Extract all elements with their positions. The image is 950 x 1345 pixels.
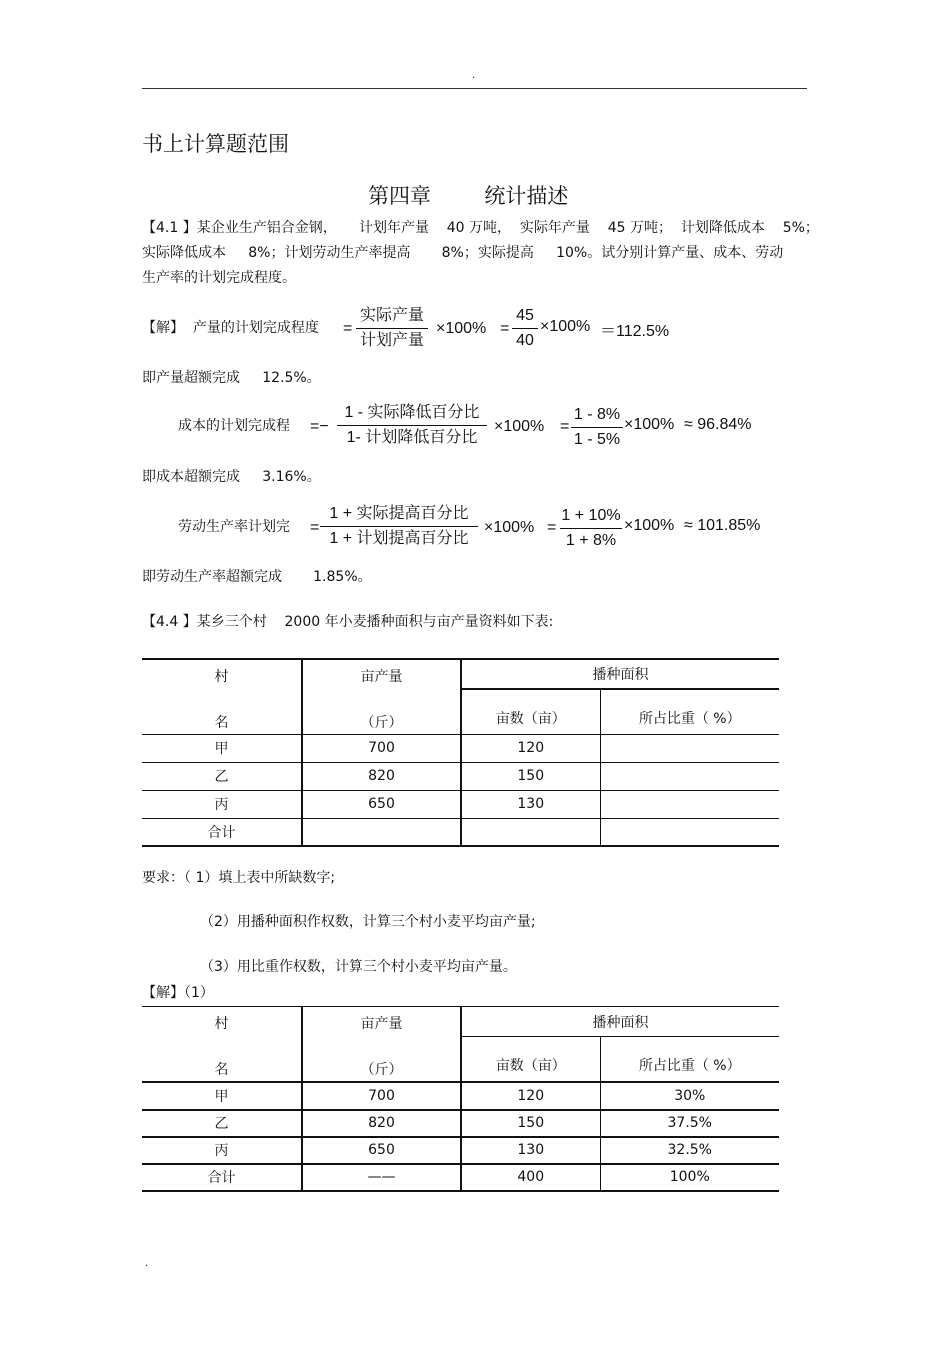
cell-area: 120 [461, 1082, 600, 1110]
sol1-times1: ×100% [436, 320, 487, 337]
header-yield [302, 1007, 461, 1082]
q41-line2: 实际降低成本 8%；计划劳动生产率提高 8%；实际提高 10%。试分别计算产量、成本、劳动 [142, 245, 784, 261]
req-3: （3）用比重作权数，计算三个村小麦平均亩产量。 [200, 959, 517, 975]
cell-area [461, 818, 600, 846]
header-dot: . [472, 70, 476, 81]
cell-share: 30% [600, 1082, 779, 1110]
req-2: （2）用播种面积作权数，计算三个村小麦平均亩产量; [200, 914, 536, 930]
fraction-bar [320, 526, 478, 527]
table-row-total [142, 818, 779, 846]
cell-yield: 700 [302, 1082, 461, 1110]
sol1-frac2 [512, 305, 538, 352]
cell-name: 乙 [142, 762, 302, 790]
header-yield-top: 亩产量 [360, 1016, 403, 1032]
cell-area: 120 [461, 734, 600, 762]
cell-share: 100% [600, 1164, 779, 1191]
cell-yield: 820 [302, 762, 461, 790]
doc-title: 书上计算题范围 [142, 132, 289, 156]
sol3-eq1: = [310, 519, 320, 536]
cell-area: 150 [461, 762, 600, 790]
cell-name: 甲 [142, 734, 302, 762]
sol1-num1: 实际产量 [359, 307, 424, 324]
header-yield-unit: （斤） [360, 1062, 403, 1078]
sol3-result: ≈ 101.85% [684, 517, 761, 534]
sol3-frac2 [560, 505, 622, 552]
header-area: 播种面积 [461, 659, 779, 689]
header-area: 播种面积 [461, 1007, 779, 1037]
data-table-1 [142, 658, 779, 847]
cell-yield [302, 818, 461, 846]
line-output: 即产量超额完成 12.5%。 [142, 370, 321, 386]
header-yield [302, 659, 461, 734]
fraction-bar [512, 328, 538, 329]
cell-yield: 820 [302, 1110, 461, 1137]
cell-yield: —— [302, 1164, 461, 1191]
sol3-num1: 1 + 实际提高百分比 [329, 505, 469, 522]
sol1-result: ＝112.5% [600, 323, 670, 340]
cell-name: 合计 [142, 818, 302, 846]
table-row [142, 734, 779, 762]
header-yield-top: 亩产量 [360, 669, 403, 685]
fraction-bar [337, 425, 487, 426]
table-row [142, 790, 779, 818]
sol2-result: ≈ 96.84% [684, 416, 752, 433]
q41-line1: 【4.1 】某企业生产铝合金钢， 计划年产量 40 万吨， 实际年产量 45 万吨； 计划降低成本 5%； [142, 220, 819, 236]
q44-title: 【4.4 】某乡三个村 2000 年小麦播种面积与亩产量资料如下表: [142, 614, 554, 630]
sol2-num2: 1 - 8% [573, 406, 621, 423]
q41-line3: 生产率的计划完成程度。 [142, 270, 296, 286]
table-row [142, 1082, 779, 1110]
table-row-total [142, 1164, 779, 1191]
cell-area: 130 [461, 790, 600, 818]
fraction-bar [560, 528, 622, 529]
cell-share: 32.5% [600, 1137, 779, 1164]
sol2-eq1: =− [310, 418, 329, 435]
cell-yield: 650 [302, 790, 461, 818]
header-mu-count: 亩数（亩） [461, 689, 600, 734]
sol2-frac1 [337, 402, 487, 449]
cell-share [600, 818, 779, 846]
cell-share [600, 762, 779, 790]
sol3-frac1 [320, 503, 478, 550]
footer-dot: . [145, 1258, 149, 1269]
sol2-times1: ×100% [494, 418, 545, 435]
sol3-eq2: = [547, 519, 557, 536]
sol1-eq2: = [500, 320, 510, 337]
fraction-bar [356, 328, 428, 329]
sol1-num2: 45 [516, 307, 534, 324]
table-row [142, 1110, 779, 1137]
sol2-num1: 1 - 实际降低百分比 [344, 404, 480, 421]
cell-share: 37.5% [600, 1110, 779, 1137]
cell-area: 150 [461, 1110, 600, 1137]
sol1-frac1 [356, 305, 428, 352]
header-village-bottom: 名 [214, 715, 229, 731]
table-row [142, 1137, 779, 1164]
sol3-den2: 1 + 8% [565, 532, 617, 549]
sol2-den1: 1- 计划降低百分比 [346, 429, 478, 446]
sol3-times2: ×100% [624, 517, 675, 534]
chapter-title: 第四章 统计描述 [368, 184, 569, 208]
sol2-den2: 1 - 5% [573, 431, 621, 448]
cell-name: 合计 [142, 1164, 302, 1191]
sol2-label: 成本的计划完成程 [178, 418, 290, 434]
sol3-label: 劳动生产率计划完 [178, 519, 290, 535]
header-village [142, 659, 302, 734]
sol3-num2: 1 + 10% [561, 507, 621, 524]
sol1-den1: 计划产量 [359, 332, 424, 349]
line-cost: 即成本超额完成 3.16%。 [142, 469, 321, 485]
cell-name: 丙 [142, 790, 302, 818]
req-1: 要求：（ 1）填上表中所缺数字; [142, 870, 336, 886]
header-share: 所占比重（ %） [638, 710, 741, 727]
sol44-label: 【解】（1） [142, 985, 214, 1001]
line-labor: 即劳动生产率超额完成 1.85%。 [142, 569, 372, 585]
cell-share [600, 790, 779, 818]
header-rule [142, 88, 807, 89]
cell-name: 甲 [142, 1082, 302, 1110]
fraction-bar [571, 427, 623, 428]
sol1-times2: ×100% [540, 318, 591, 335]
cell-area: 130 [461, 1137, 600, 1164]
header-village-top: 村 [214, 1016, 229, 1032]
sol2-eq2: = [560, 418, 570, 435]
sol3-times1: ×100% [484, 519, 535, 536]
cell-share [600, 734, 779, 762]
header-mu-count: 亩数（亩） [461, 1037, 600, 1082]
header-yield-unit: （斤） [360, 715, 403, 731]
cell-name: 乙 [142, 1110, 302, 1137]
header-village-bottom: 名 [214, 1062, 229, 1078]
header-share: 所占比重（ %） [638, 1057, 741, 1074]
header-village-top: 村 [214, 669, 229, 685]
cell-yield: 700 [302, 734, 461, 762]
cell-area: 400 [461, 1164, 600, 1191]
cell-yield: 650 [302, 1137, 461, 1164]
sol1-label: 【解】 产量的计划完成程度 [142, 320, 319, 336]
data-table-2 [142, 1006, 779, 1192]
sol3-den1: 1 + 计划提高百分比 [329, 530, 469, 547]
cell-name: 丙 [142, 1137, 302, 1164]
sol1-den2: 40 [516, 332, 534, 349]
sol2-times2: ×100% [624, 416, 675, 433]
header-village [142, 1007, 302, 1082]
sol1-eq1: = [343, 320, 353, 337]
table-row [142, 762, 779, 790]
sol2-frac2 [571, 404, 623, 451]
